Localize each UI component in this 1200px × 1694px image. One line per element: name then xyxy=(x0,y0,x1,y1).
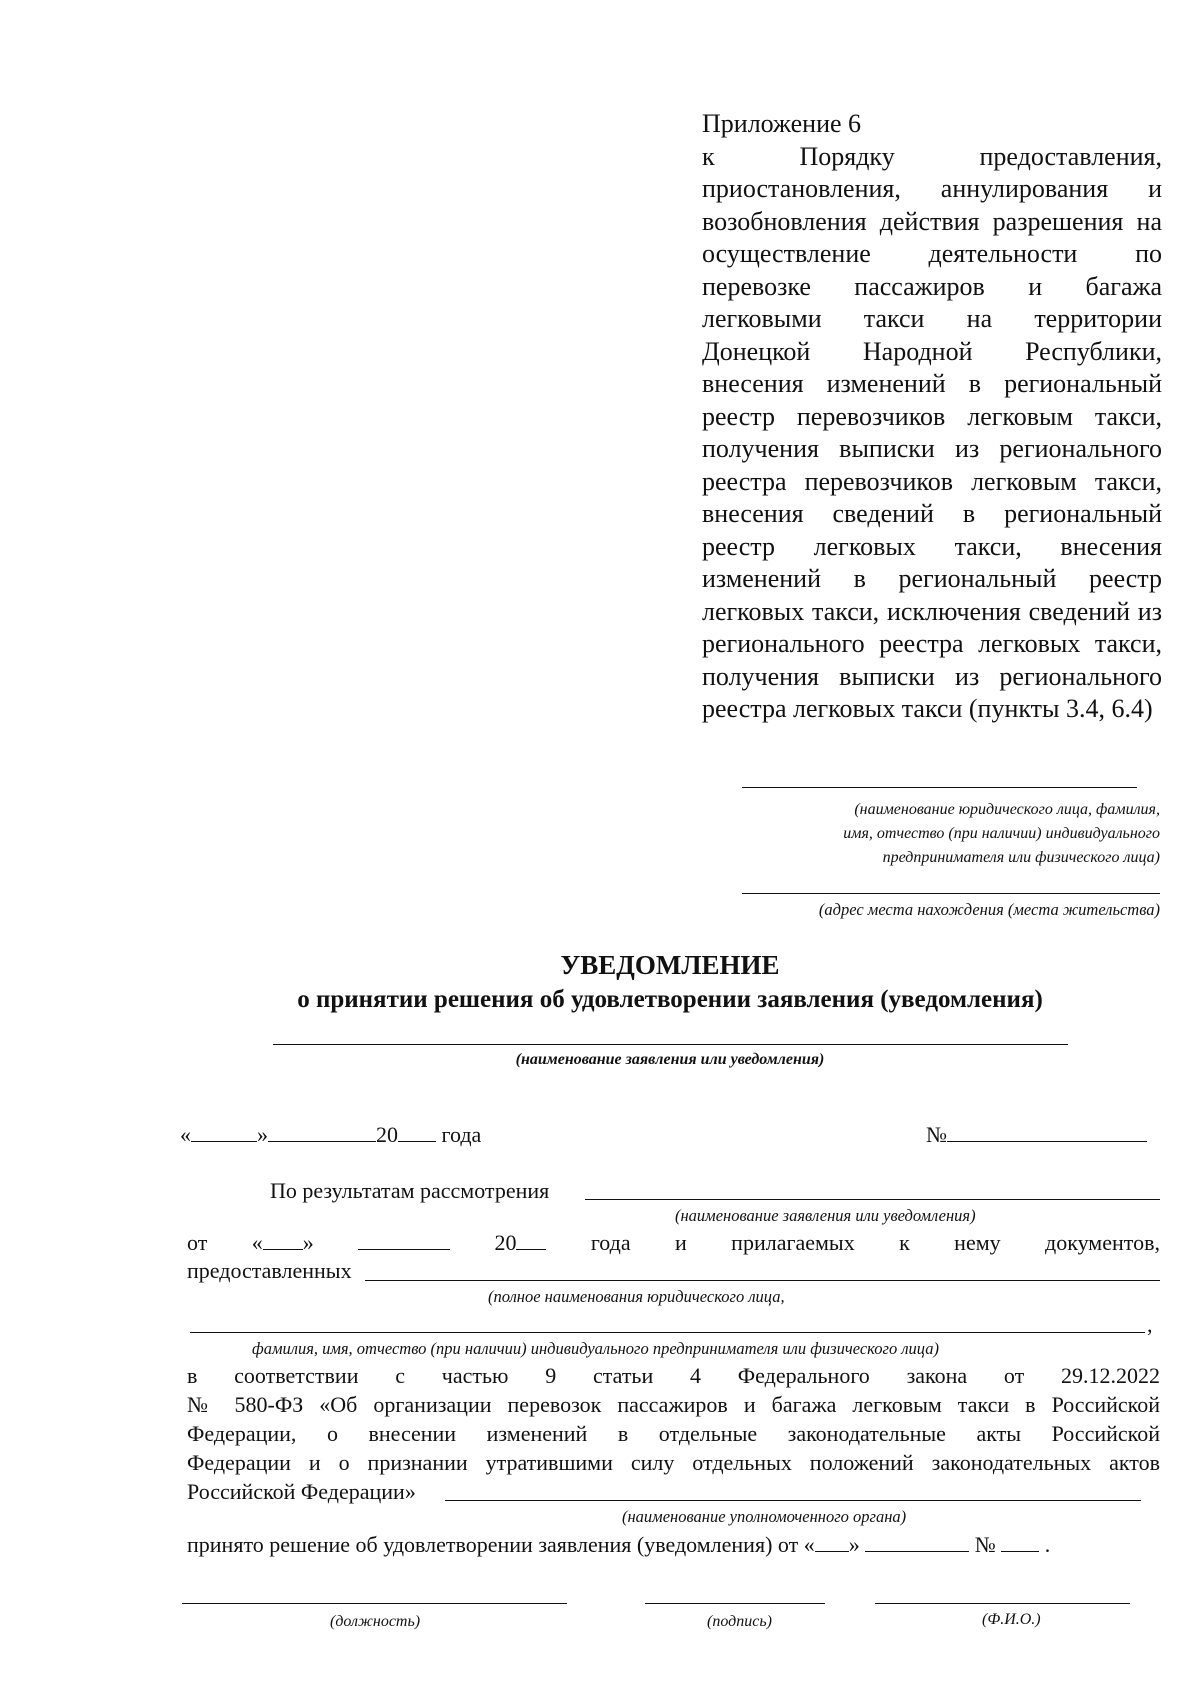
date-line xyxy=(180,1120,481,1150)
law-line: Федерации, о внесении изменений в отдельные законодательные акты Российской xyxy=(187,1421,1160,1446)
decision-text: принято решение об удовлетворении заявления (уведомления) от « xyxy=(187,1532,815,1557)
from-date xyxy=(252,1229,314,1257)
addressee-address-line xyxy=(742,893,1160,894)
position-caption: (должность) xyxy=(330,1613,421,1630)
authority-caption: (наименование уполномоченного органа) xyxy=(622,1507,907,1526)
appendix-title: Приложение 6 xyxy=(702,109,862,138)
review-caption: (наименование заявления или уведомления) xyxy=(675,1206,976,1225)
position-line xyxy=(182,1603,567,1604)
to-word: к xyxy=(899,1230,910,1255)
decision-number-sign: № xyxy=(974,1532,996,1557)
law-line: в соответствии с частью 9 статьи 4 Федерального закона от 29.12.2022 xyxy=(187,1363,1160,1388)
number-sign: № xyxy=(926,1122,947,1147)
number-line xyxy=(926,1120,1147,1150)
review-line xyxy=(585,1199,1160,1200)
from-year-field[interactable] xyxy=(516,1229,546,1250)
from-word: от xyxy=(187,1230,208,1255)
from-open-quote: « xyxy=(251,1230,263,1255)
decision-close-quote: » xyxy=(848,1532,860,1557)
decision-line xyxy=(187,1530,1050,1560)
appendix-block xyxy=(702,108,1162,726)
documents-word: документов, xyxy=(1045,1230,1160,1255)
review-label: По результатам рассмотрения xyxy=(270,1178,550,1203)
decision-number-field[interactable] xyxy=(1001,1531,1039,1552)
law-line-last: Российской Федерации» xyxy=(187,1479,416,1504)
signature-caption: (подпись) xyxy=(707,1613,772,1630)
it-word: нему xyxy=(954,1230,1001,1255)
addressee-name-caption xyxy=(843,798,1160,870)
from-month-field[interactable] xyxy=(358,1229,450,1250)
caption-line: имя, отчество (при наличии) индивидуального xyxy=(843,825,1160,842)
from-year xyxy=(494,1229,546,1257)
close-quote: » xyxy=(257,1122,268,1147)
law-line: № 580-ФЗ «Об организации перевозок пассажиров и багажа легковым такси в Российской xyxy=(187,1392,1160,1417)
year-prefix: 20 xyxy=(376,1122,398,1147)
year-word: года xyxy=(441,1122,482,1147)
person-line xyxy=(190,1332,1145,1333)
caption-line: предпринимателя или физического лица) xyxy=(882,849,1160,866)
month-field[interactable] xyxy=(268,1121,376,1142)
application-name-caption: (наименование заявления или уведомления) xyxy=(515,1051,825,1068)
year-field[interactable] xyxy=(398,1121,436,1142)
decision-period: . xyxy=(1044,1532,1051,1557)
law-line: Федерации и о признании утратившими силу отдельных положений законодательных актов xyxy=(187,1450,1160,1475)
from-close-quote: » xyxy=(302,1230,314,1255)
authority-line xyxy=(445,1500,1141,1501)
from-row xyxy=(187,1229,1160,1257)
attached-word: прилагаемых xyxy=(731,1230,855,1255)
signature-line xyxy=(645,1603,825,1604)
addressee-address-caption: (адрес места нахождения (места жительства) xyxy=(818,900,1160,919)
from-day-field[interactable] xyxy=(263,1229,303,1250)
decision-month-field[interactable] xyxy=(865,1531,969,1552)
caption-line: (наименование юридического лица, фамилия, xyxy=(854,801,1160,818)
person-caption: фамилия, имя, отчество (при наличии) индивидуального предпринимателя или физического лица) xyxy=(252,1339,939,1358)
open-quote: « xyxy=(180,1122,191,1147)
decision-day-field[interactable] xyxy=(815,1531,849,1552)
day-field[interactable] xyxy=(191,1121,257,1142)
addressee-name-line xyxy=(742,787,1137,788)
provided-caption: (полное наименования юридического лица, xyxy=(488,1287,785,1306)
from-year-word: года xyxy=(590,1230,631,1255)
from-year-prefix: 20 xyxy=(494,1230,517,1255)
provided-line xyxy=(365,1280,1160,1281)
appendix-body: к Порядку предоставления, приостановления, аннулирования и возобновления действия разрешения на осуществление деятельности по перевозке пассажиров и багажа легковыми такси на территории Донецкой Народной Республики, внесения изменений в региональный реестр перевозчиков легковым такси, получения выписки из регионального реестра перевозчиков легковым такси, внесения сведений в региональный реестр легковых такси, внесения изменений в региональный реестр легковых такси, исключения сведений из регионального реестра легковых такси, получения выписки из регионального реестра легковых такси (пункты 3.4, 6.4) xyxy=(702,141,1162,723)
name-caption: (Ф.И.О.) xyxy=(982,1611,1041,1628)
provided-label: предоставленных xyxy=(187,1258,352,1283)
application-name-line xyxy=(273,1044,1068,1045)
person-comma: , xyxy=(1147,1312,1153,1337)
and-word: и xyxy=(675,1230,687,1255)
document-title: УВЕДОМЛЕНИЕ xyxy=(560,950,780,980)
number-field[interactable] xyxy=(947,1121,1147,1142)
name-line xyxy=(875,1603,1130,1604)
law-paragraph xyxy=(187,1361,1160,1477)
document-subtitle: о принятии решения об удовлетворении заявления (уведомления) xyxy=(297,986,1043,1013)
